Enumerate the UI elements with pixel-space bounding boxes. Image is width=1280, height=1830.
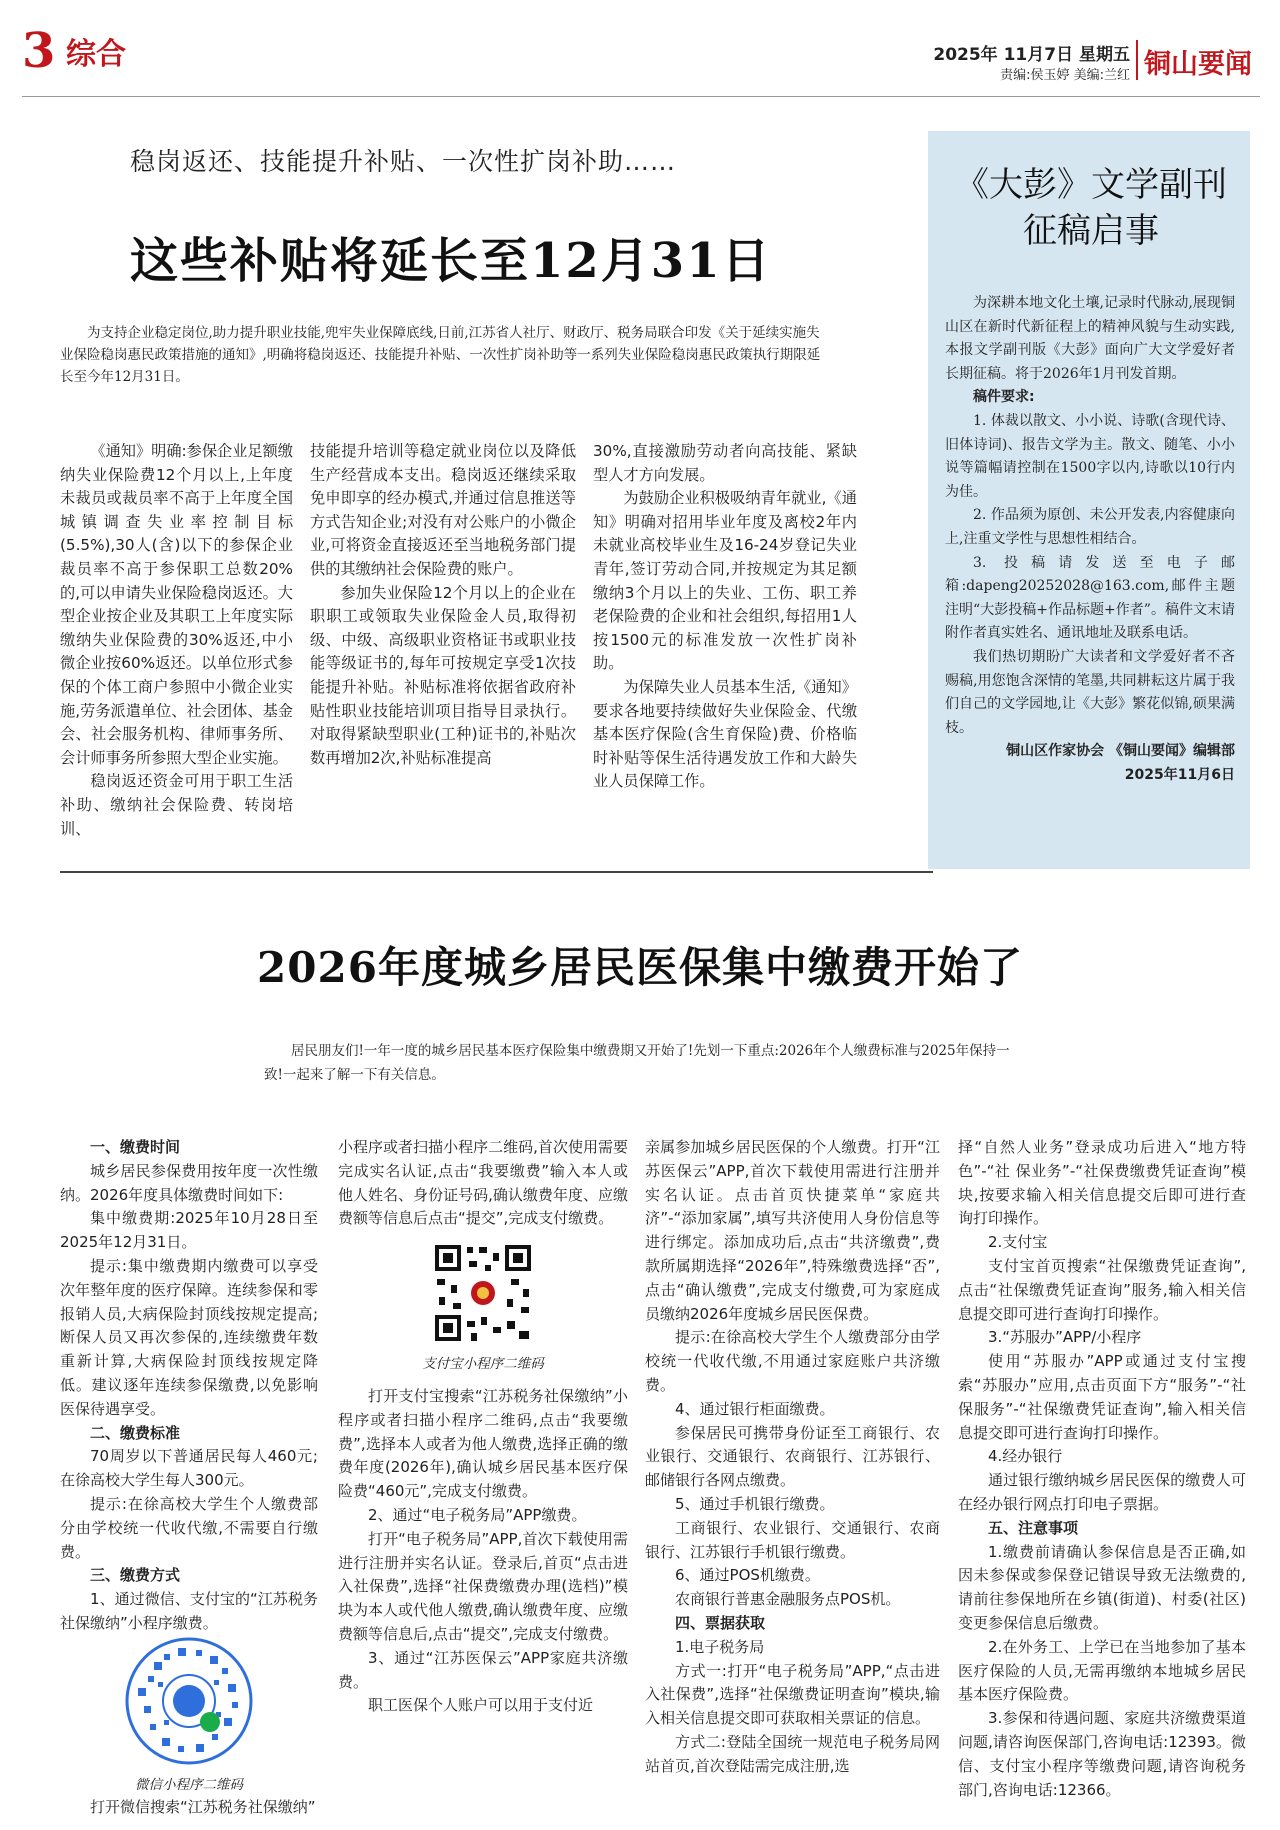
section-heading: 二、缴费标准 <box>90 1423 181 1442</box>
paragraph: 工商银行、农业银行、交通银行、农商银行、江苏银行手机银行缴费。 <box>645 1518 940 1561</box>
wechat-mini-program-icon <box>124 1636 254 1766</box>
paragraph: 70周岁以下普通居民每人460元;在徐高校大学生每人300元。 <box>60 1447 318 1490</box>
article-divider <box>60 871 933 873</box>
paragraph: 《通知》明确:参保企业足额缴纳失业保险费12个月以上,上年度未裁员或裁员率不高于上年度全国城镇调查失业率控制目标(5.5%),30人(含)以下的参保企业裁员率不高于参保职工总数20%的,可以申请失业保险稳岗返还。大型企业按企业及其职工上年度实际缴纳失业保险费的30%返还,中小微企业按60%返还。以单位形式参保的个体工商户参照中小微企业实施,劳务派遣单位、社会团体、基金会、社会服务机构、律师事务所、会计师事务所参照大型企业实施。 <box>60 442 293 767</box>
paragraph: 5、通过手机银行缴费。 <box>675 1494 835 1513</box>
article2-column-3 <box>645 1136 940 1779</box>
paragraph: 参保居民可携带身份证至工商银行、农业银行、交通银行、农商银行、江苏银行、邮储银行各网点缴费。 <box>645 1423 940 1490</box>
article2-column-4 <box>958 1136 1246 1802</box>
article1-column-2 <box>310 440 576 770</box>
paragraph: 城乡居民参保费用按年度一次性缴纳。2026年度具体缴费时间如下: <box>60 1161 318 1204</box>
requirement-item: 1. 体裁以散文、小小说、诗歌(含现代诗、旧体诗词)、报告文学为主。散文、随笔、小小说等篇幅请控制在1500字以内,诗歌以10行内为佳。 <box>945 412 1235 500</box>
paragraph: 1、通过微信、支付宝的“江苏税务社保缴纳”小程序缴费。 <box>60 1590 318 1632</box>
article1-column-1 <box>60 440 293 841</box>
qr-code-icon <box>431 1241 535 1345</box>
article1-title: 这些补贴将延长至12月31日 <box>130 233 772 289</box>
paragraph: 2.支付宝 <box>988 1233 1048 1252</box>
sidebar-title-line1: 《大彭》文学副刊 <box>955 165 1227 205</box>
paragraph: 提示:在徐高校大学生个人缴费部分由学校统一代收代缴,不用通过家庭账户共济缴费。 <box>645 1328 940 1394</box>
paragraph: 提示:集中缴费期内缴费可以享受次年整年度的医疗保障。连续参保和零报销人员,大病保险封顶线按规定提高;断保人员又再次参保的,连续缴费年数重新计算,大病保险封顶线按规定降低。建议逐年连续参保缴费,以免影响医保待遇享受。 <box>60 1256 318 1418</box>
paragraph: 为保障失业人员基本生活,《通知》要求各地要持续做好失业保险金、代缴基本医疗保险(含生育保险)费、价格临时补贴等保生活待遇发放工作和大龄失业人员保障工作。 <box>593 677 857 791</box>
sidebar-intro: 为深耕本地文化土壤,记录时代脉动,展现铜山区在新时代新征程上的精神风貌与生动实践,本报文学副刊版《大彭》面向广大文学爱好者长期征稿。将于2026年1月刊发首期。 <box>945 295 1235 382</box>
paragraph: 技能提升培训等稳定就业岗位以及降低生产经营成本支出。稳岗返还继续采取免申即享的经办模式,并通过信息推送等方式告知企业;对没有对公账户的小微企业,可将资金直接返还至当地税务部门提供的其缴纳社会保险费的账户。 <box>310 442 576 578</box>
masthead-divider <box>1136 40 1138 80</box>
paragraph: 为鼓励企业积极吸纳青年就业,《通知》明确对招用毕业年度及离校2年内未就业高校毕业生及16-24岁登记失业青年,签订劳动合同,并按规定为其足额缴纳3个月以上的失业、工伤、职工养老保险费的企业和社会组织,每招用1人按1500元的标准发放一次性扩岗补助。 <box>593 489 857 673</box>
sidebar-body <box>945 292 1235 787</box>
paper-name: 铜山要闻 <box>1144 49 1252 80</box>
paragraph: 稳岗返还资金可用于职工生活补助、缴纳社会保险费、转岗培训、 <box>60 772 293 838</box>
section-heading: 三、缴费方式 <box>90 1566 181 1585</box>
paragraph: 6、通过POS机缴费。 <box>675 1566 820 1585</box>
paragraph: 3.“苏服办”APP/小程序 <box>988 1328 1142 1347</box>
paragraph: 打开微信搜索“江苏税务社保缴纳” <box>90 1797 316 1816</box>
alipay-qr-caption: 支付宝小程序二维码 <box>422 1355 544 1372</box>
alipay-qr-code[interactable] <box>338 1241 628 1375</box>
sidebar-date: 2025年11月6日 <box>1124 766 1235 783</box>
article2-column-1 <box>60 1136 318 1819</box>
section-heading: 四、票据获取 <box>675 1613 766 1632</box>
paragraph: 集中缴费期:2025年10月28日至2025年12月31日。 <box>60 1209 318 1252</box>
paragraph: 方式一:打开“电子税务局”APP,“点击进入社保费”,选择“社保缴费证明查询”模块,输入相关信息提交即可获取相关票证的信息。 <box>645 1661 940 1728</box>
paragraph: 30%,直接激励劳动者向高技能、紧缺型人才方向发展。 <box>593 442 857 484</box>
paragraph: 通过银行缴纳城乡居民医保的缴费人可在经办银行网点打印电子票据。 <box>958 1471 1246 1513</box>
requirements-heading: 稿件要求: <box>973 389 1035 406</box>
sidebar-signature: 铜山区作家协会 《铜山要闻》编辑部 <box>1006 743 1235 760</box>
article2-column-2 <box>338 1136 628 1718</box>
paragraph: 择“自然人业务”登录成功后进入“地方特色”-“社 保业务”-“社保费缴费凭证查询”模块,按要求输入相关信息提交后即可进行查询打印操作。 <box>958 1138 1246 1228</box>
sidebar-title <box>955 162 1227 254</box>
editor-credits: 责编:侯玉婷 美编:兰红 <box>1000 68 1130 83</box>
sidebar-title-line2: 征稿启事 <box>1023 211 1159 251</box>
paragraph: 1.缴费前请确认参保信息是否正确,如因未参保或参保登记错误导致无法缴费的,请前往参保地所在乡镇(街道)、村委(社区)变更参保信息后缴费。 <box>958 1542 1246 1632</box>
paragraph: 方式二:登陆全国统一规范电子税务局网站首页,首次登陆需完成注册,选 <box>645 1732 940 1775</box>
article2-title: 2026年度城乡居民医保集中缴费开始了 <box>257 943 1023 992</box>
paragraph: 参加失业保险12个月以上的企业在职职工或领取失业保险金人员,取得初级、中级、高级职业资格证书或职业技能等级证书的,每年可按规定享受1次技能提升补贴。补贴标准将依据省政府补贴性职业技能培训项目指导目录执行。对取得紧缺型职业(工种)证书的,补贴次数再增加2次,补贴标准提高 <box>310 583 576 767</box>
paragraph: 小程序或者扫描小程序二维码,首次使用需要完成实名认证,点击“我要缴费”输入本人或他人姓名、身份证号码,确认缴费年度、应缴费额等信息后点击“提交”,完成支付缴费。 <box>338 1138 628 1228</box>
article2-lead: 居民朋友们!一年一度的城乡居民基本医疗保险集中缴费期又开始了!先划一下重点:2026年个人缴费标准与2025年保持一致!一起来了解一下有关信息。 <box>264 1043 1010 1083</box>
paragraph: 4、通过银行柜面缴费。 <box>675 1399 835 1418</box>
requirement-item: 3. 投稿请发送至电子邮箱:dapeng20252028@163.com,邮件主题注明“大彭投稿+作品标题+作者”。稿件文末请附作者真实姓名、通讯地址及联系电话。 <box>945 554 1235 642</box>
sidebar-closing: 我们热切期盼广大读者和文学爱好者不吝赐稿,用您饱含深情的笔墨,共同耕耘这片属于我们自己的文学园地,让《大彭》繁花似锦,硕果满枝。 <box>945 648 1235 736</box>
paragraph: 3.参保和待遇问题、家庭共济缴费渠道问题,请咨询医保部门,咨询电话:12393。微信、支付宝小程序等缴费问题,请咨询税务部门,咨询电话:12366。 <box>958 1709 1246 1799</box>
article1-column-3 <box>593 440 857 794</box>
paragraph: 3、通过“江苏医保云”APP家庭共济缴费。 <box>338 1648 628 1691</box>
page-number: 3 <box>22 23 56 79</box>
wechat-qr-code[interactable] <box>60 1636 318 1796</box>
paragraph: 支付宝首页搜索“社保缴费凭证查询”,点击“社保缴费凭证查询”服务,输入相关信息提交即可进行查询打印操作。 <box>958 1256 1246 1323</box>
section-name: 综合 <box>66 37 126 72</box>
paragraph: 职工医保个人账户可以用于支付近 <box>368 1696 594 1715</box>
paragraph: 打开支付宝搜索“江苏税务社保缴纳”小程序或者扫描小程序二维码,点击“我要缴费”,选择本人或者为他人缴费,选择正确的缴费年度(2026年),确认城乡居民基本医疗保险费“460元”,完成支付缴费。 <box>338 1386 628 1501</box>
requirement-item: 2. 作品须为原创、未公开发表,内容健康向上,注重文学性与思想性相结合。 <box>945 507 1235 547</box>
paragraph: 1.电子税务局 <box>675 1637 765 1656</box>
section-heading: 五、注意事项 <box>988 1518 1079 1537</box>
wechat-qr-caption: 微信小程序二维码 <box>135 1776 243 1793</box>
paragraph: 2.在外务工、上学已在当地参加了基本医疗保险的人员,无需再缴纳本地城乡居民基本医疗保险费。 <box>958 1637 1246 1704</box>
article1-subtitle: 稳岗返还、技能提升补贴、一次性扩岗补助…… <box>130 147 677 176</box>
paragraph: 农商银行普惠金融服务点POS机。 <box>675 1590 901 1609</box>
paragraph: 2、通过“电子税务局”APP缴费。 <box>368 1505 587 1524</box>
issue-date: 2025年 11月7日 星期五 <box>933 45 1130 65</box>
paragraph: 使用“苏服办”APP或通过支付宝搜索“苏服办”应用,点击页面下方“服务”-“社保服务”-“社保缴费凭证查询”,输入相关信息提交即可进行查询打印操作。 <box>958 1352 1246 1442</box>
article1-lead: 为支持企业稳定岗位,助力提升职业技能,兜牢失业保障底线,日前,江苏省人社厅、财政厅、税务局联合印发《关于延续实施失业保险稳岗惠民政策措施的通知》,明确将稳岗返还、技能提升补贴、一次性扩岗补助等一系列失业保险稳岗惠民政策执行期限延长至今年12月31日。 <box>60 325 821 385</box>
section-heading: 一、缴费时间 <box>90 1138 181 1156</box>
paragraph: 亲属参加城乡居民医保的个人缴费。打开“江苏医保云”APP,首次下载使用需进行注册并实名认证。点击首页快捷菜单“家庭共济”-“添加家属”,填写共济使用人身份信息等进行绑定。添加成功后,点击“共济缴费”,费款所属期选择“2026年”,特殊缴费选择“否”,点击“确认缴费”,完成支付缴费,可为家庭成员缴纳2026年度城乡居民医保费。 <box>645 1138 940 1323</box>
header-rule <box>22 96 1260 97</box>
paragraph: 提示:在徐高校大学生个人缴费部分由学校统一代收代缴,不需要自行缴费。 <box>60 1494 318 1561</box>
paragraph: 打开“电子税务局”APP,首次下载使用需进行注册并实名认证。登录后,首页“点击进入社保费”,选择“社保费缴费办理(选档)”模块为本人或代他人缴费,确认缴费年度、应缴费额等信息后,点击“提交”,完成支付缴费。 <box>338 1529 628 1643</box>
paragraph: 4.经办银行 <box>988 1447 1063 1466</box>
